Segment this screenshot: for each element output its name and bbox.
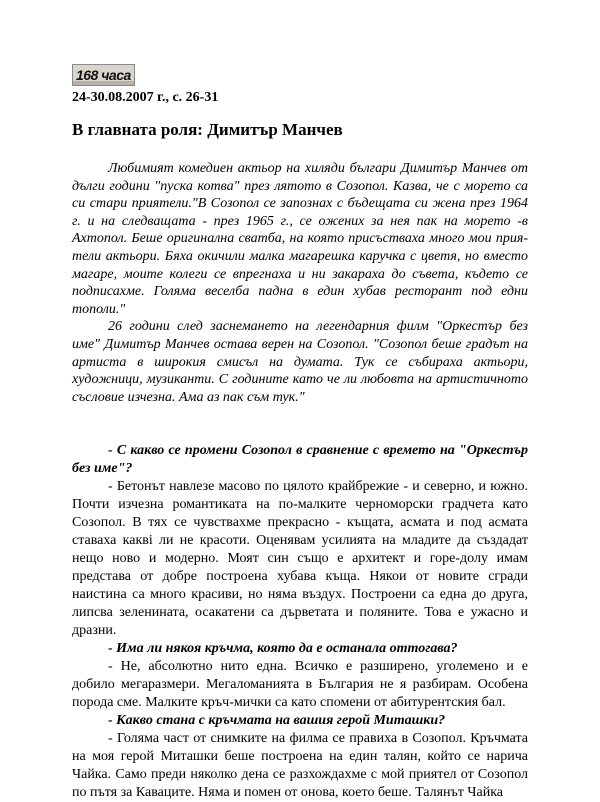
- article-title: В главната роля: Димитър Манчев: [72, 120, 343, 139]
- interview-body: [72, 442, 528, 802]
- intro-paragraph: Любимият комедиен актьор на хиляди българи Димитър Манчев от дълги години "пуска котва" през лятото в Созопол. Казва, че с морето са си стари приятели."В Созопол се запознах с бъдещата си жена през 1964 г. и на следващата - през 1965 г., се ожених за нея пак на морето -в Ахтопол. Беше оригинална сватба, на която присъстваха много мои прия-тели актьори. Бяха окичили малка магарешка каручка с цветя, но вместо магаре, моите колеги се впрегнаха и ни закараха до съвета, където се подписахме. Голяма веселба падна в един хубав ресторант под едни тополи.": [72, 161, 528, 317]
- interview-answer: - Голяма част от снимките на филма се правиха в Созопол. Кръчмата на моя герой Миташки беше построена на един талян, който се нарича Чайка. Само преди няколко дена се разхождахме с мой приятел от Созопол по пътя за Каваците. Няма и помен от онова, което беше. Талянът Чайка: [72, 731, 528, 801]
- intro-paragraph: 26 години след заснемането на легендарния филм "Оркестър без име" Димитър Манчев остава верен на Созопол. "Созопол беше градът на артиста в широкия смисъл на думата. Тук се събираха актьори, художници, музиканти. С годините като че ли любовта на артистичното съсловие изчезна. Ама аз пак съм тук.": [72, 319, 528, 405]
- interview-question: - С какво се промени Созопол в сравнение с времето на "Оркестър без име"?: [72, 443, 528, 477]
- interview-answer: - Бетонът навлезе масово по цялото крайбрежие - и северно, и южно. Почти изчезна романтиката на по-малките черноморски градчета като Созопол. В тях се чувствахме прекрасно - къщата, асмата и под асмата ставаха каквi ли не красоти. Оценявам усилията на младите да създадат нещо ново и модерно. Моят син също е архитект и горе-долу имам представа от добре построена хубава къща. Някои от новите сгради наистина са много красиви, но няма въздух. Построени са една до друга, липсва зеленината, осакатени са дърветата и поляните. Това е ужасно и дразни.: [72, 479, 528, 639]
- document-page: [72, 64, 528, 802]
- interview-question: - Какво стана с кръчмата на вашия герой Миташки?: [108, 713, 446, 729]
- interview-question: - Има ли някоя кръчма, която да е останала оттогава?: [108, 641, 458, 657]
- article-intro: [72, 160, 528, 406]
- interview-answer: - Не, абсолютно нито една. Всичко е разширено, уголемено и е добило мегаразмери. Мегаломанията в България не я разбирам. Особена порода сме. Малките кръч-мички са като спомени от абитурентския бал.: [72, 659, 528, 711]
- issue-info: 24-30.08.2007 г., с. 26-31: [72, 90, 219, 105]
- newspaper-logo: 168 часа: [72, 64, 135, 86]
